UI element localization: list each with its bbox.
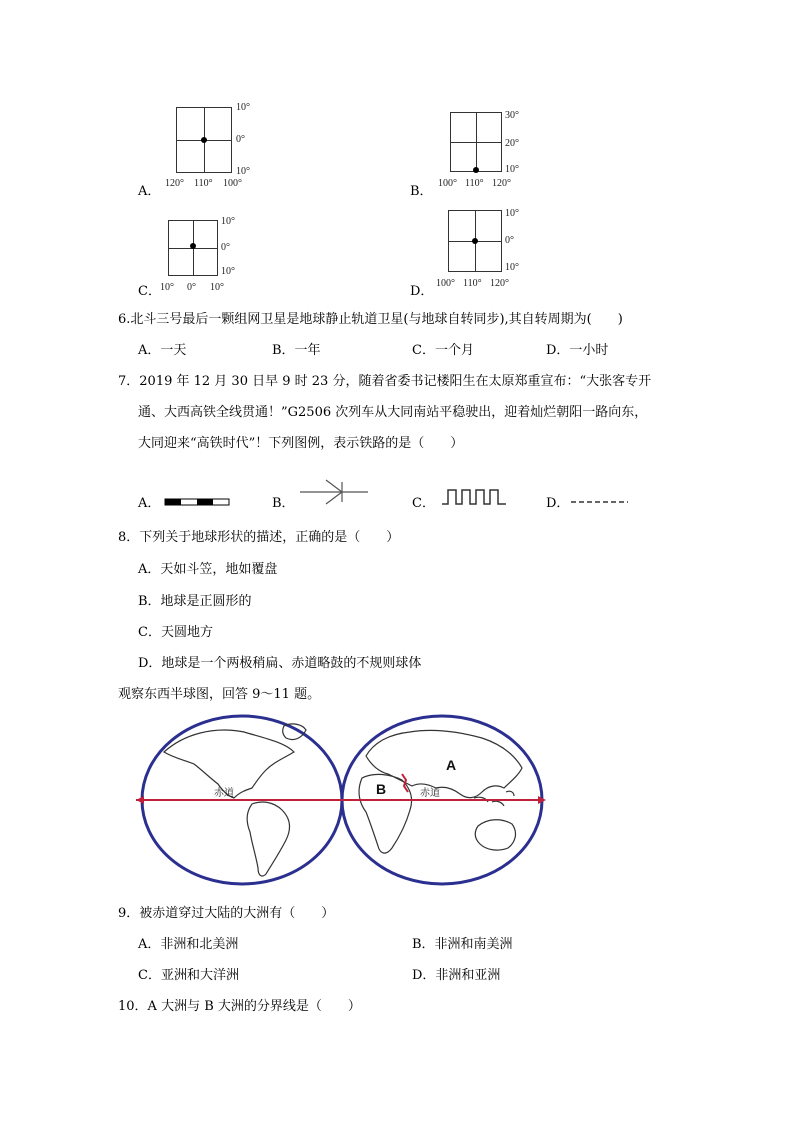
lat-label: 10° bbox=[505, 164, 519, 175]
grid-figure-d bbox=[448, 210, 502, 272]
lat-label: 0° bbox=[221, 242, 230, 253]
q7-option-a[interactable]: A． bbox=[138, 496, 161, 511]
q9-stem: 9．被赤道穿过大陆的大洲有（ ） bbox=[118, 906, 335, 921]
equator-label-east: 赤道 bbox=[420, 788, 440, 799]
lon-label: 100° bbox=[436, 278, 455, 289]
dashed-line-symbol-icon bbox=[570, 496, 630, 508]
q8-option-d[interactable]: D．地球是一个两极稍扁、赤道略鼓的不规则球体 bbox=[138, 656, 422, 671]
section-intro: 观察东西半球图，回答 9～11 题。 bbox=[118, 687, 321, 702]
q7-stem-line2: 通、大西高铁全线贯通！”G2506 次列车从大同南站平稳驶出，迎着灿烂朝阳一路向东， bbox=[138, 405, 648, 420]
q6-stem: 6.北斗三号最后一颗组网卫星是地球静止轨道卫星(与地球自转同步),其自转周期为( ) bbox=[118, 312, 623, 327]
lat-label: 10° bbox=[221, 266, 235, 277]
wall-symbol-icon bbox=[440, 486, 510, 508]
lon-label: 120° bbox=[492, 178, 511, 189]
location-dot bbox=[472, 238, 478, 244]
q6-option-b[interactable]: B．一年 bbox=[272, 343, 321, 358]
lat-label: 10° bbox=[505, 208, 519, 219]
grid-figure-a bbox=[176, 107, 232, 173]
lon-label: 100° bbox=[223, 178, 242, 189]
lon-label: 110° bbox=[463, 278, 482, 289]
boundary-symbol-icon bbox=[298, 478, 370, 518]
q9-option-c[interactable]: C．亚洲和大洋洲 bbox=[138, 968, 239, 983]
lat-label: 10° bbox=[236, 166, 250, 177]
q7-option-b[interactable]: B． bbox=[272, 496, 295, 511]
lat-label: 10° bbox=[236, 102, 250, 113]
q7-stem-line3: 大同迎来“高铁时代”！下列图例，表示铁路的是（ ） bbox=[138, 436, 464, 451]
equator-arrow-left-icon bbox=[136, 796, 144, 804]
lat-label: 10° bbox=[505, 262, 519, 273]
q9-option-d[interactable]: D．非洲和亚洲 bbox=[412, 968, 501, 983]
q7-stem-line1: 7．2019 年 12 月 30 日早 9 时 23 分，随着省委书记楼阳生在太原郑重宣布：“大张客专开 bbox=[118, 374, 652, 389]
equator-label-west: 赤道 bbox=[214, 788, 234, 799]
q6-option-c[interactable]: C．一个月 bbox=[412, 343, 474, 358]
hemispheres-map bbox=[134, 712, 548, 888]
q8-option-c[interactable]: C．天圆地方 bbox=[138, 625, 213, 640]
location-dot bbox=[473, 167, 479, 173]
lon-label: 110° bbox=[465, 178, 484, 189]
continent-label-a: A bbox=[446, 757, 457, 773]
continent-label-b: B bbox=[376, 781, 387, 797]
q9-option-b[interactable]: B．非洲和南美洲 bbox=[412, 937, 513, 952]
option-c-letter: C． bbox=[138, 284, 161, 299]
lat-label: 30° bbox=[505, 110, 519, 121]
q8-option-a[interactable]: A．天如斗笠，地如覆盘 bbox=[138, 562, 278, 577]
railway-symbol-icon bbox=[164, 496, 232, 508]
option-a-letter: A． bbox=[138, 184, 161, 199]
lat-label: 20° bbox=[505, 138, 519, 149]
lon-label: 110° bbox=[194, 178, 213, 189]
q7-option-d[interactable]: D． bbox=[546, 496, 570, 511]
lat-label: 0° bbox=[236, 134, 245, 145]
grid-figure-b bbox=[450, 112, 502, 172]
lat-label: 0° bbox=[505, 235, 514, 246]
q9-option-a[interactable]: A．非洲和北美洲 bbox=[138, 937, 239, 952]
lon-label: 10° bbox=[210, 282, 224, 293]
option-d-letter: D． bbox=[410, 284, 434, 299]
q6-option-d[interactable]: D．一小时 bbox=[546, 343, 609, 358]
q10-stem: 10．A 大洲与 B 大洲的分界线是（ ） bbox=[118, 999, 361, 1014]
q8-stem: 8．下列关于地球形状的描述，正确的是（ ） bbox=[118, 530, 400, 545]
option-b-letter: B． bbox=[410, 184, 433, 199]
q8-option-b[interactable]: B．地球是正圆形的 bbox=[138, 594, 252, 609]
q6-option-a[interactable]: A．一天 bbox=[138, 343, 187, 358]
lat-label: 10° bbox=[221, 216, 235, 227]
q7-option-c[interactable]: C． bbox=[412, 496, 435, 511]
lon-label: 10° bbox=[160, 282, 174, 293]
grid-figure-c bbox=[168, 220, 218, 276]
lon-label: 0° bbox=[187, 282, 196, 293]
location-dot bbox=[190, 243, 196, 249]
location-dot bbox=[201, 137, 207, 143]
lon-label: 120° bbox=[490, 278, 509, 289]
lon-label: 120° bbox=[165, 178, 184, 189]
lon-label: 100° bbox=[438, 178, 457, 189]
